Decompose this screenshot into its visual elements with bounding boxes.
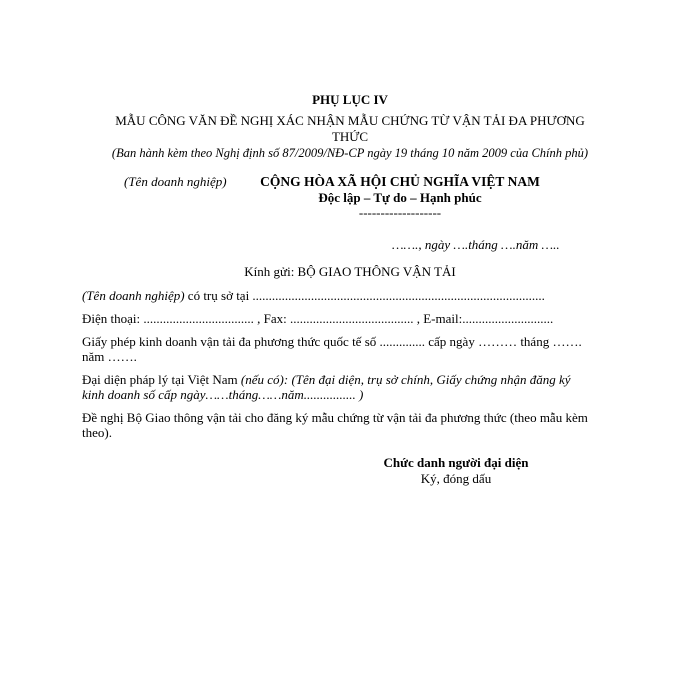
signature-title: Chức danh người đại diện bbox=[383, 455, 529, 470]
representative-details: (nếu có): (Tên đại diện, trụ sở chính, Giấy chứng nhận đăng ký bbox=[240, 372, 571, 387]
license-line-1: Giấy phép kinh doanh vận tải đa phương thức quốc tế số .............. cấp ngày ……… tháng ……. bbox=[82, 334, 582, 349]
request-line-2: theo). bbox=[82, 425, 112, 440]
header-separator: ------------------- bbox=[358, 205, 442, 220]
form-heading-line1: MẪU CÔNG VĂN ĐỀ NGHỊ XÁC NHẬN MẪU CHỨNG TỪ VẬN TẢI ĐA PHƯƠNG bbox=[115, 113, 585, 128]
request-line-1: Đề nghị Bộ Giao thông vận tải cho đăng ký mẫu chứng từ vận tải đa phương thức (theo mẫu kèm bbox=[82, 410, 588, 425]
representative-line-2: kinh doanh số cấp ngày……tháng……năm................ ) bbox=[82, 387, 364, 402]
license-line-2: năm ……. bbox=[82, 349, 137, 364]
recipient-line: Kính gửi: BỘ GIAO THÔNG VẬN TẢI bbox=[244, 264, 456, 279]
issued-note: (Ban hành kèm theo Nghị định số 87/2009/NĐ-CP ngày 19 tháng 10 năm 2009 của Chính phủ) bbox=[111, 146, 589, 160]
company-name-label: (Tên doanh nghiệp) bbox=[82, 288, 185, 303]
representative-label: Đại diện pháp lý tại Việt Nam bbox=[82, 372, 241, 387]
national-title: CỘNG HÒA XÃ HỘI CHỦ NGHĨA VIỆT NAM bbox=[260, 174, 540, 189]
appendix-title: PHỤ LỤC IV bbox=[312, 92, 388, 107]
date-line: ……., ngày ….tháng ….năm ….. bbox=[392, 237, 560, 252]
company-placeholder: (Tên doanh nghiệp) bbox=[124, 174, 227, 189]
phone-fax-email-line: Điện thoại: .................................. , Fax: ...................................... , E-mail:............................ bbox=[82, 311, 554, 326]
signature-note: Ký, đóng dấu bbox=[420, 471, 492, 486]
representative-line-1 bbox=[82, 372, 571, 388]
form-heading-line2: THỨC bbox=[331, 129, 369, 144]
hq-address-text: có trụ sở tại .......................................................................................... bbox=[184, 288, 545, 303]
national-motto: Độc lập – Tự do – Hạnh phúc bbox=[318, 190, 482, 205]
hq-line bbox=[82, 288, 545, 304]
